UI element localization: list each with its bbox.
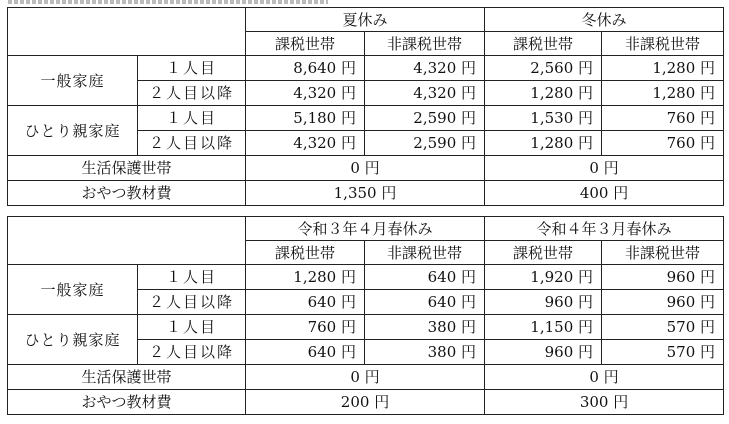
fee-cell: 4,320 円 [365,56,485,81]
child-order-label: １人目 [138,106,246,131]
table-row [8,365,724,390]
fee-cell: 8,640 円 [246,56,365,81]
table-row [8,56,724,81]
fee-cell: 570 円 [602,315,724,340]
period-header: 令和４年３月春休み [485,217,724,241]
child-order-label: ２人目以降 [138,290,246,315]
period-header: 夏休み [246,8,485,32]
snack-fee-label: おやつ教材費 [8,390,246,415]
fee-cell: 640 円 [246,340,365,365]
fee-cell: 2,560 円 [485,56,602,81]
fee-cell: 640 円 [365,265,485,290]
fee-cell: 2,590 円 [365,131,485,156]
child-order-label: ２人目以降 [138,131,246,156]
period-header: 令和３年４月春休み [246,217,485,241]
fee-cell: 760 円 [602,106,724,131]
fee-cell: 1,280 円 [246,265,365,290]
table-row [8,181,724,206]
corner-cell [8,217,246,265]
corner-cell [8,8,246,56]
untaxed-header: 非課税世帯 [365,241,485,265]
fee-cell: 570 円 [602,340,724,365]
fee-cell: 1,150 円 [485,315,602,340]
group-label: 一般家庭 [8,265,138,315]
child-order-label: ２人目以降 [138,340,246,365]
untaxed-header: 非課税世帯 [602,241,724,265]
fee-table-spring [7,216,724,415]
fee-cell: 640 円 [246,290,365,315]
child-order-label: １人目 [138,265,246,290]
group-label: ひとり親家庭 [8,106,138,156]
welfare-label: 生活保護世帯 [8,156,246,181]
table-row [8,315,724,340]
period-header-row [8,217,724,241]
fee-cell: 380 円 [365,315,485,340]
fee-cell: 4,320 円 [365,81,485,106]
fee-cell: 960 円 [602,290,724,315]
taxed-header: 課税世帯 [485,241,602,265]
welfare-label: 生活保護世帯 [8,365,246,390]
group-label: 一般家庭 [8,56,138,106]
fee-cell: 640 円 [365,290,485,315]
fee-cell: 200 円 [246,390,485,415]
fee-cell: 0 円 [485,365,724,390]
fee-table-summer-winter [7,7,724,206]
fee-cell: 0 円 [246,365,485,390]
table-row [8,106,724,131]
taxed-header: 課税世帯 [246,32,365,56]
untaxed-header: 非課税世帯 [365,32,485,56]
group-label: ひとり親家庭 [8,315,138,365]
child-order-label: １人目 [138,315,246,340]
fee-cell: 0 円 [485,156,724,181]
fee-cell: 0 円 [246,156,485,181]
fee-cell: 1,280 円 [602,56,724,81]
fee-cell: 960 円 [485,290,602,315]
taxed-header: 課税世帯 [246,241,365,265]
fee-cell: 5,180 円 [246,106,365,131]
fee-cell: 760 円 [602,131,724,156]
untaxed-header: 非課税世帯 [602,32,724,56]
table-row [8,390,724,415]
fee-cell: 1,350 円 [246,181,485,206]
fee-cell: 4,320 円 [246,131,365,156]
fee-cell: 1,280 円 [602,81,724,106]
fee-cell: 380 円 [365,340,485,365]
cropped-heading-fragment [8,0,328,4]
period-header-row [8,8,724,32]
snack-fee-label: おやつ教材費 [8,181,246,206]
period-header: 冬休み [485,8,724,32]
fee-cell: 2,590 円 [365,106,485,131]
taxed-header: 課税世帯 [485,32,602,56]
fee-cell: 1,920 円 [485,265,602,290]
child-order-label: ２人目以降 [138,81,246,106]
child-order-label: １人目 [138,56,246,81]
fee-cell: 4,320 円 [246,81,365,106]
fee-cell: 760 円 [246,315,365,340]
fee-cell: 960 円 [602,265,724,290]
fee-cell: 1,280 円 [485,131,602,156]
table-row [8,265,724,290]
fee-cell: 1,280 円 [485,81,602,106]
table-row [8,156,724,181]
fee-cell: 1,530 円 [485,106,602,131]
fee-cell: 400 円 [485,181,724,206]
fee-cell: 960 円 [485,340,602,365]
fee-cell: 300 円 [485,390,724,415]
